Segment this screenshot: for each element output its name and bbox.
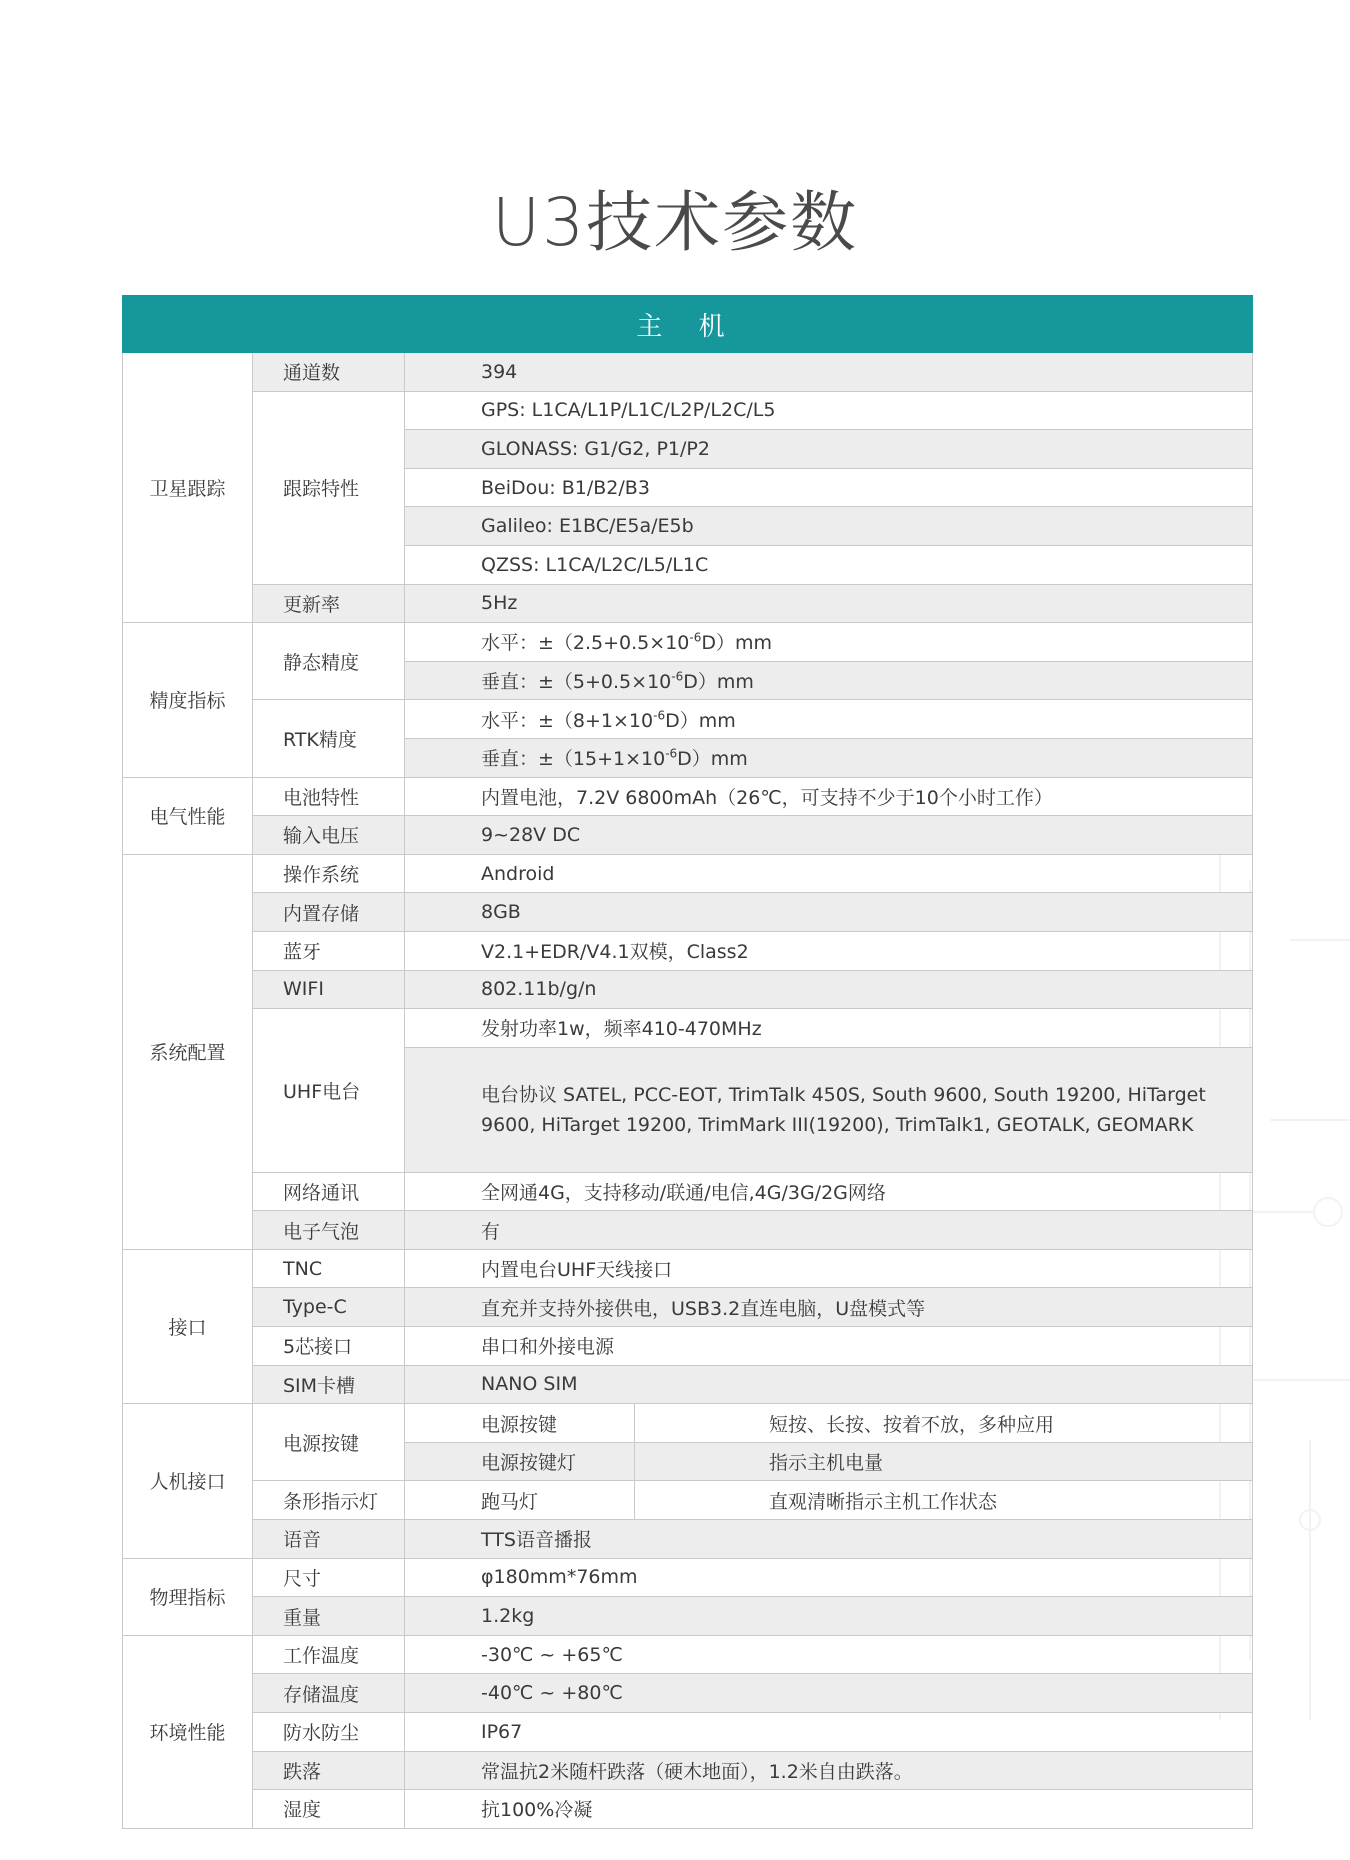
table-row <box>123 1404 1253 1443</box>
row-value: Android <box>405 854 1253 893</box>
row-label: TNC <box>253 1249 405 1288</box>
row-label: 湿度 <box>253 1790 405 1829</box>
row-value: 内置电台UHF天线接口 <box>405 1249 1253 1288</box>
category-environment: 环境性能 <box>123 1635 253 1828</box>
row-value: 指示主机电量 <box>635 1442 1253 1481</box>
row-value: 全网通4G，支持移动/联通/电信,4G/3G/2G网络 <box>405 1172 1253 1211</box>
row-label: 条形指示灯 <box>253 1481 405 1520</box>
table-row <box>123 970 1253 1009</box>
row-label: 存储温度 <box>253 1674 405 1713</box>
row-value: GLONASS: G1/G2, P1/P2 <box>405 430 1253 469</box>
table-row <box>123 1635 1253 1674</box>
table-row <box>123 353 1253 392</box>
category-satellite: 卫星跟踪 <box>123 353 253 623</box>
table-row <box>123 1288 1253 1327</box>
row-value: 垂直：$\pm(5+0.5\times 10^{-6}D)mm$ <box>405 661 1253 700</box>
row-value: QZSS: L1CA/L2C/L5/L1C <box>405 545 1253 584</box>
row-value: 电台协议 SATEL, PCC-EOT, TrimTalk 450S, South 9600, South 19200, HiTarget 9600, HiTarget 19200, TrimMark III(19200), TrimTalk1, GEOTALK, GEOMARK <box>405 1047 1253 1172</box>
row-value: 串口和外接电源 <box>405 1327 1253 1366</box>
row-value: 394 <box>405 353 1253 392</box>
row-label: 输入电压 <box>253 816 405 855</box>
row-value: 9~28V DC <box>405 816 1253 855</box>
row-value: Galileo: E1BC/E5a/E5b <box>405 507 1253 546</box>
table-row <box>123 1558 1253 1597</box>
row-label: 工作温度 <box>253 1635 405 1674</box>
row-value: 电源按键 <box>405 1404 635 1443</box>
table-row <box>123 1790 1253 1829</box>
row-value: 5Hz <box>405 584 1253 623</box>
row-value: φ180mm*76mm <box>405 1558 1253 1597</box>
table-row <box>123 816 1253 855</box>
table-header-row <box>123 296 1253 353</box>
row-value: -30℃ ~ +65℃ <box>405 1635 1253 1674</box>
row-value: -40℃ ~ +80℃ <box>405 1674 1253 1713</box>
row-value: 内置电池，7.2V 6800mAh（26℃，可支持不少于10个小时工作） <box>405 777 1253 816</box>
category-interface: 接口 <box>123 1249 253 1403</box>
row-value: 直观清晰指示主机工作状态 <box>635 1481 1253 1520</box>
row-value: TTS语音播报 <box>405 1520 1253 1559</box>
row-value: NANO SIM <box>405 1365 1253 1404</box>
table-row <box>123 1481 1253 1520</box>
row-value: 直充并支持外接供电，USB3.2直连电脑，U盘模式等 <box>405 1288 1253 1327</box>
row-label: 跌落 <box>253 1751 405 1790</box>
table-row <box>123 1597 1253 1636</box>
table-row <box>123 1009 1253 1048</box>
row-value: 水平：$\pm(2.5+0.5\times 10^{-6}D)mm$ <box>405 623 1253 662</box>
spec-table <box>122 295 1253 1829</box>
table-row <box>123 1327 1253 1366</box>
table-row <box>123 1211 1253 1250</box>
row-value: 常温抗2米随杆跌落（硬木地面），1.2米自由跌落。 <box>405 1751 1253 1790</box>
row-value: 抗100%冷凝 <box>405 1790 1253 1829</box>
table-row <box>123 1172 1253 1211</box>
row-label: 操作系统 <box>253 854 405 893</box>
row-label: Type-C <box>253 1288 405 1327</box>
row-label: 蓝牙 <box>253 931 405 970</box>
row-value: BeiDou: B1/B2/B3 <box>405 468 1253 507</box>
table-row <box>123 1751 1253 1790</box>
category-hmi: 人机接口 <box>123 1404 253 1558</box>
row-value: 有 <box>405 1211 1253 1250</box>
row-label: 防水防尘 <box>253 1713 405 1752</box>
row-label: 内置存储 <box>253 893 405 932</box>
table-row <box>123 1249 1253 1288</box>
table-row <box>123 893 1253 932</box>
row-value: 发射功率1w，频率410-470MHz <box>405 1009 1253 1048</box>
table-row <box>123 623 1253 662</box>
row-value: 802.11b/g/n <box>405 970 1253 1009</box>
table-header: 主 机 <box>123 296 1253 353</box>
table-row <box>123 931 1253 970</box>
row-value: 1.2kg <box>405 1597 1253 1636</box>
row-label: 网络通讯 <box>253 1172 405 1211</box>
page-title: U3技术参数 <box>491 184 859 262</box>
row-value: 短按、长按、按着不放，多种应用 <box>635 1404 1253 1443</box>
row-value: 8GB <box>405 893 1253 932</box>
row-label: 语音 <box>253 1520 405 1559</box>
table-row <box>123 1520 1253 1559</box>
row-label: 电源按键 <box>253 1404 405 1481</box>
row-value: GPS: L1CA/L1P/L1C/L2P/L2C/L5 <box>405 391 1253 430</box>
table-row <box>123 1365 1253 1404</box>
row-value: 水平：$\pm(8+1\times 10^{-6}D)mm$ <box>405 700 1253 739</box>
row-label: WIFI <box>253 970 405 1009</box>
category-physical: 物理指标 <box>123 1558 253 1635</box>
row-label: 电池特性 <box>253 777 405 816</box>
category-precision: 精度指标 <box>123 623 253 777</box>
row-label: RTK精度 <box>253 700 405 777</box>
row-label: 5芯接口 <box>253 1327 405 1366</box>
row-value: IP67 <box>405 1713 1253 1752</box>
table-row <box>123 1674 1253 1713</box>
row-label: 静态精度 <box>253 623 405 700</box>
row-label: 电子气泡 <box>253 1211 405 1250</box>
row-label: 尺寸 <box>253 1558 405 1597</box>
table-row <box>123 584 1253 623</box>
table-row <box>123 1713 1253 1752</box>
category-electrical: 电气性能 <box>123 777 253 854</box>
table-row <box>123 854 1253 893</box>
table-row <box>123 777 1253 816</box>
row-label: UHF电台 <box>253 1009 405 1173</box>
category-system: 系统配置 <box>123 854 253 1249</box>
row-label: SIM卡槽 <box>253 1365 405 1404</box>
row-label: 重量 <box>253 1597 405 1636</box>
row-value: V2.1+EDR/V4.1双模，Class2 <box>405 931 1253 970</box>
table-row <box>123 700 1253 739</box>
row-label: 通道数 <box>253 353 405 392</box>
row-value: 电源按键灯 <box>405 1442 635 1481</box>
row-value: 跑马灯 <box>405 1481 635 1520</box>
table-row <box>123 391 1253 430</box>
row-label: 跟踪特性 <box>253 391 405 584</box>
row-label: 更新率 <box>253 584 405 623</box>
row-value: 垂直：$\pm(15+1\times 10^{-6}D)mm$ <box>405 738 1253 777</box>
